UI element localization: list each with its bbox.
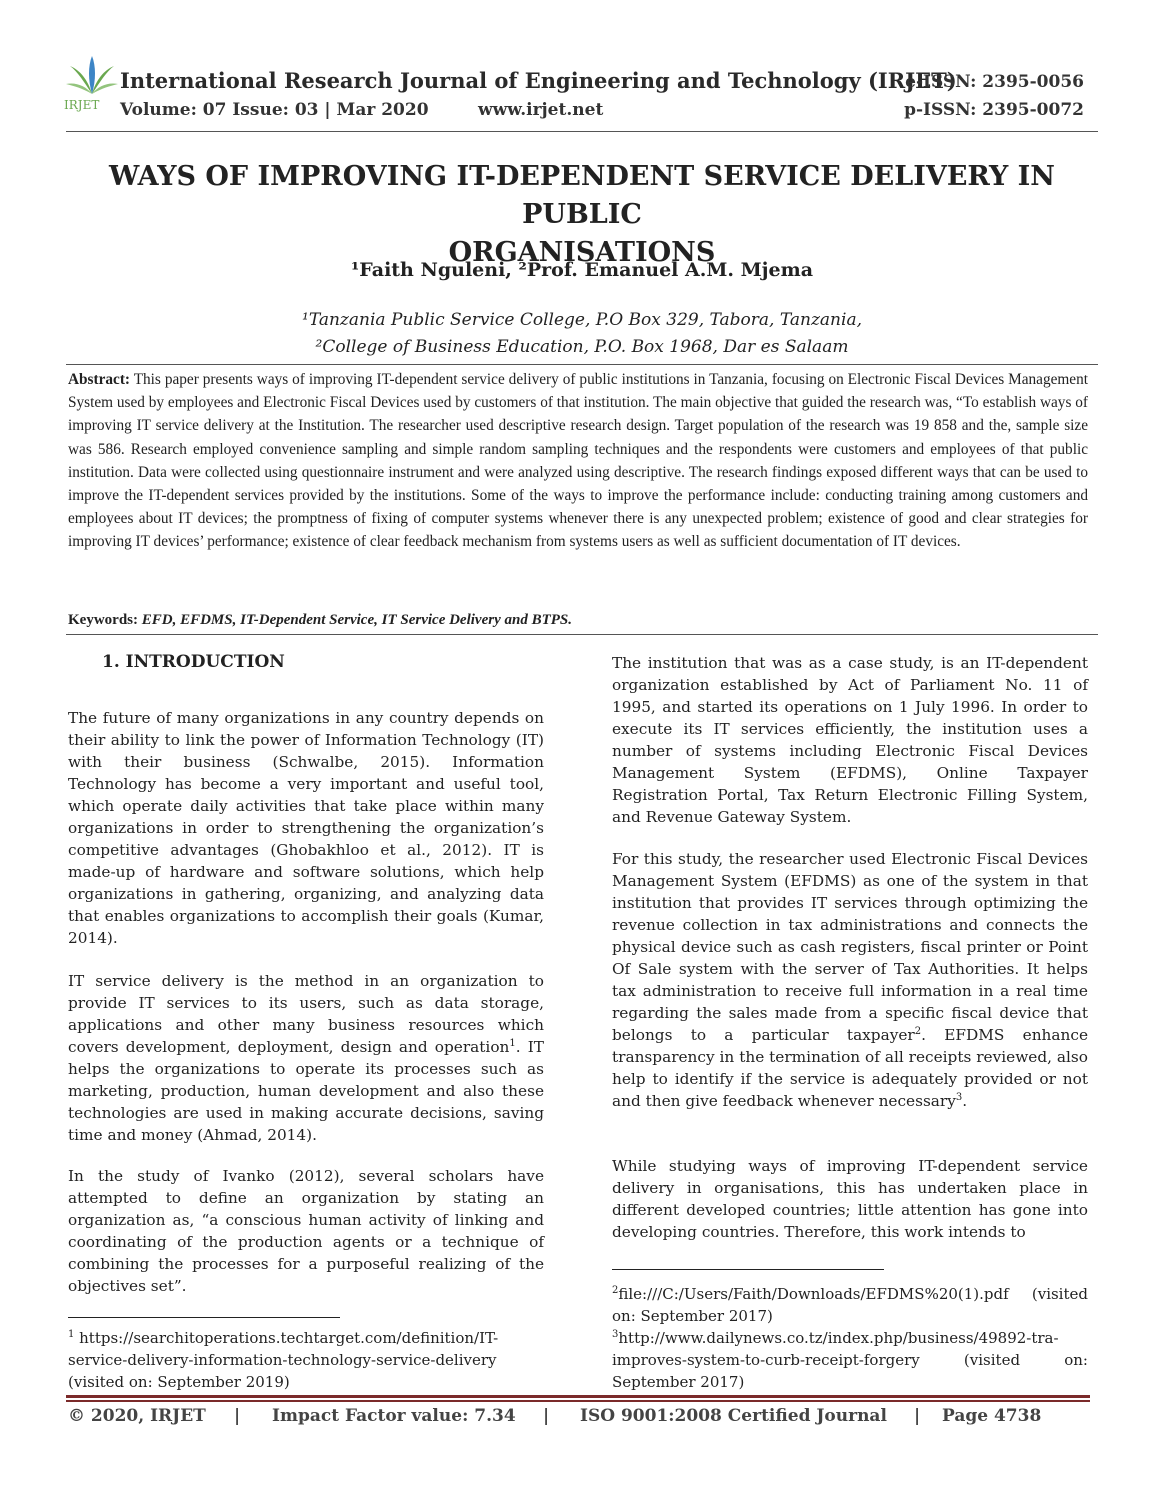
left-paragraph-3 <box>68 1165 544 1297</box>
footer-iso: ISO 9001:2008 Certified Journal <box>580 1406 887 1426</box>
header-rule <box>66 131 1098 132</box>
footnote-1 <box>68 1327 544 1393</box>
paragraph-text: The future of many organizations in any country depends on their ability to link the power of Information Technology (IT) with their business (Schwalbe, 2015). Information Technology has become a very important and useful tool, which operate daily activities that take place within many organizations in order to strengthening the organization’s competitive advantages (Ghobakhloo et al., 2012). IT is made-up of hardware and software solutions, which help organizations in gathering, organizing, and analyzing data that enables organizations to accomplish their goals (Kumar, 2014). <box>68 709 544 947</box>
paragraph-text: . EFDMS enhance transparency in the termination of all receipts reviewed, also help to identify if the service is adequately provided or not and then give feedback whenever necessary <box>612 1026 1089 1110</box>
abstract-text: This paper presents ways of improving IT-dependent service delivery of public institutions in Tanzania, focusing on Electronic Fiscal Devices Management System used by employees and Electronic Fiscal Devices used by customers of that institution. The main objective that guided the research was, “To establish ways of improving IT service delivery at the Institution. The researcher used descriptive research design. Target population of the research was 19 858 and the, sample size was 586. Research employed convenience sampling and simple random sampling techniques and the respondents were customers and employees of that public institution. Data were collected using questionnaire instrument and were analyzed using descriptive. The research findings exposed different ways that can be used to improve the IT-dependent services provided by the institutions. Some of the ways to improve the performance include: conducting training among customers and employees about IT devices; the promptness of fixing of computer systems whenever there is any unexpected problem; existence of good and clear strategies for improving IT devices’ performance; existence of clear feedback mechanism from systems users as well as sufficient documentation of IT devices. <box>68 371 1088 551</box>
footnote-rule-left <box>68 1317 340 1318</box>
paragraph-text: . <box>962 1092 968 1110</box>
abstract <box>68 368 1088 554</box>
affiliation-2: ²College of Business Education, P.O. Box 1968, Dar es Salaam <box>315 337 849 357</box>
left-paragraph-1 <box>68 707 544 949</box>
footer-rule-thin <box>66 1400 1090 1402</box>
footnote-text: https://searchitoperations.techtarget.com/definition/IT-service-delivery-information-technology-service-delivery (visited on: September 2019) <box>68 1329 499 1391</box>
footnote-number: 1 <box>68 1329 75 1340</box>
footnote-ref: 1 <box>509 1037 516 1049</box>
logo-text: IRJET <box>64 98 100 112</box>
footnote-text: file:///C:/Users/Faith/Downloads/EFDMS%20(1).pdf (visited on: September 2017) <box>612 1285 1088 1325</box>
footnote-number: 3 <box>612 1329 619 1340</box>
paragraph-text: In the study of Ivanko (2012), several scholars have attempted to define an organization by stating an organization as, “a conscious human activity of linking and coordinating of the production agents or a technique of combining the processes for a purposeful realizing of the objectives set”. <box>68 1167 544 1295</box>
journal-name: International Research Journal of Engineering and Technology (IRJET) <box>120 68 957 93</box>
paragraph-text: For this study, the researcher used Electronic Fiscal Devices Management System (EFDMS) as one of the system in that institution that provides IT services through optimizing the revenue collection in tax administrations and connects the physical device such as cash registers, fiscal printer or Point Of Sale system with the server of Tax Authorities. It helps tax administration to receive full information in a real time regarding the sales made from a specific fiscal device that belongs to a particular taxpayer <box>612 850 1088 1044</box>
title-line-2: ORGANISATIONS <box>448 237 716 268</box>
paragraph-text: The institution that was as a case study, is an IT-dependent organization established by Act of Parliament No. 11 of 1995, and started its operations on 1 July 1996. In order to execute its IT services efficiently, the institution uses a number of systems including Electronic Fiscal Devices Management System (EFDMS), Online Taxpayer Registration Portal, Tax Return Electronic Filling System, and Revenue Gateway System. <box>612 654 1088 826</box>
keywords-text: EFD, EFDMS, IT-Dependent Service, IT Service Delivery and BTPS. <box>141 612 572 628</box>
footnote-ref: 3 <box>955 1091 963 1103</box>
right-paragraph-3 <box>612 1155 1088 1243</box>
footer-copyright: © 2020, IRJET <box>68 1406 206 1426</box>
footnote-3 <box>612 1327 1088 1393</box>
footnote-number: 2 <box>612 1285 619 1296</box>
right-paragraph-1 <box>612 652 1088 828</box>
footer-separator: | <box>543 1406 550 1426</box>
right-paragraph-2 <box>612 848 1088 1112</box>
section-heading-introduction: 1. INTRODUCTION <box>102 652 285 672</box>
footer-separator: | <box>914 1406 921 1426</box>
paragraph-text: While studying ways of improving IT-dependent service delivery in organisations, this has undertaken place in different developed countries; little attention has gone into developing countries. Therefore, this work intends to <box>612 1157 1088 1241</box>
footer-impact-factor: Impact Factor value: 7.34 <box>272 1406 516 1426</box>
left-paragraph-2 <box>68 970 544 1146</box>
paragraph-text: IT service delivery is the method in an organization to provide IT services to its users, such as data storage, applications and other many business resources which covers development, deployment, design and operation <box>68 972 544 1056</box>
keywords-rule <box>66 634 1098 635</box>
paper-title <box>66 158 1098 272</box>
journal-website: www.irjet.net <box>478 100 604 120</box>
paragraph-text: . IT helps the organizations to operate its processes such as marketing, production, human development and also these technologies are used in making accurate decisions, saving time and money (Ahmad, 2014). <box>68 1038 544 1144</box>
abstract-label: Abstract: <box>68 371 131 388</box>
affiliation-1: ¹Tanzania Public Service College, P.O Box 329, Tabora, Tanzania, <box>302 310 862 330</box>
abstract-top-rule <box>66 364 1098 365</box>
footer-page-number: Page 4738 <box>942 1406 1042 1426</box>
p-issn: p-ISSN: 2395-0072 <box>904 100 1084 120</box>
footnote-2 <box>612 1283 1088 1327</box>
keywords <box>68 612 572 629</box>
footnote-text: http://www.dailynews.co.tz/index.php/business/49892-tra-improves-system-to-curb-receipt-forgery (visited on: September 2017) <box>612 1329 1088 1391</box>
footnote-rule-right <box>612 1269 884 1270</box>
authors: ¹Faith Nguleni, ²Prof. Emanuel A.M. Mjema <box>350 259 814 281</box>
e-issn: e-ISSN: 2395-0056 <box>905 72 1084 92</box>
irjet-logo <box>64 54 120 110</box>
footer-separator: | <box>234 1406 241 1426</box>
title-line-1: WAYS OF IMPROVING IT-DEPENDENT SERVICE DELIVERY IN PUBLIC <box>109 161 1055 230</box>
footnote-ref: 2 <box>914 1025 922 1037</box>
footer-rule-thick <box>66 1395 1090 1398</box>
volume-info: Volume: 07 Issue: 03 | Mar 2020 <box>120 100 429 120</box>
keywords-label: Keywords: <box>68 612 142 628</box>
